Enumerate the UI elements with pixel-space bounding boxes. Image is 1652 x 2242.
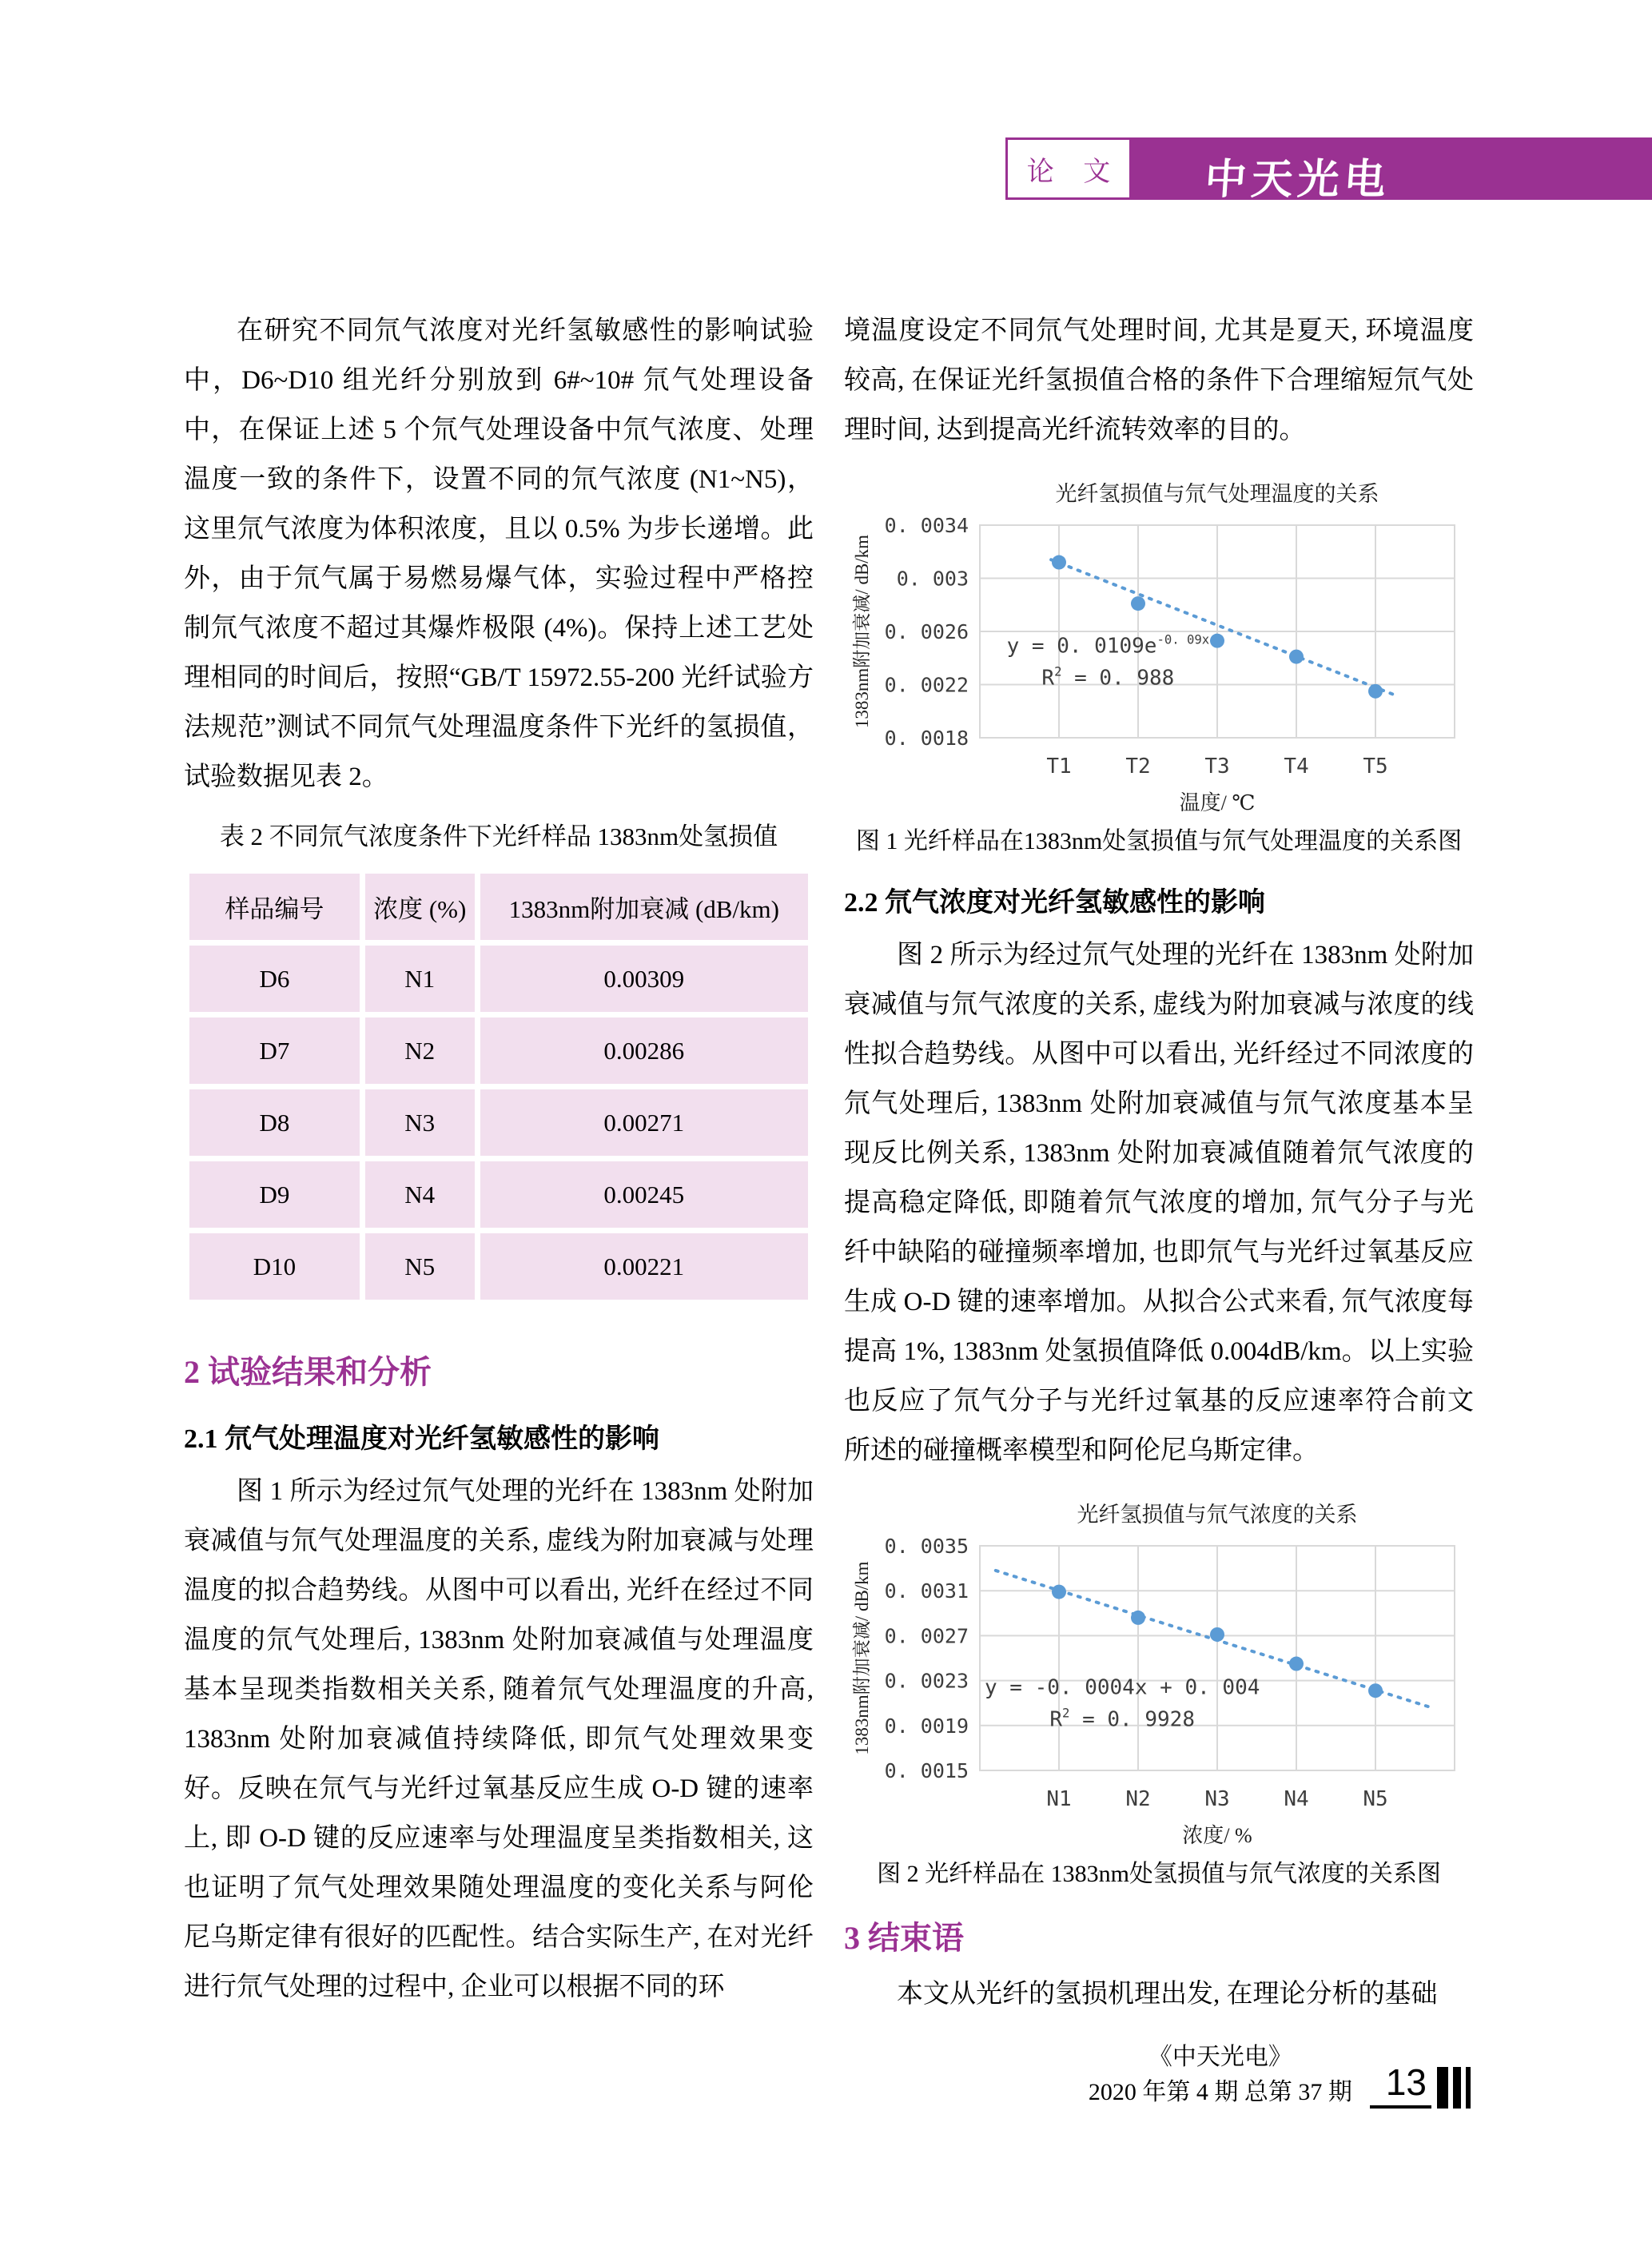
right-column (844, 306, 1474, 2019)
left-column (184, 306, 814, 2012)
svg-text:0. 0019: 0. 0019 (884, 1714, 969, 1738)
svg-text:0. 0018: 0. 0018 (884, 727, 969, 750)
section-2-2-heading: 2.2 氘气浓度对光纤氢敏感性的影响 (844, 888, 1265, 918)
footer-issue-info: 2020 年第 4 期 总第 37 期 (1088, 2079, 1352, 2105)
table-cell: D9 (189, 1161, 360, 1228)
svg-text:光纤氢损值与氘气处理温度的关系: 光纤氢损值与氘气处理温度的关系 (1055, 482, 1379, 506)
table-cell: N4 (365, 1161, 475, 1228)
table-row (189, 1233, 808, 1300)
svg-text:N3: N3 (1204, 1787, 1230, 1811)
table-header-cell: 1383nm附加衰减 (dB/km) (480, 874, 808, 940)
header-banner (1005, 137, 1652, 203)
table-cell: 0.00221 (480, 1233, 808, 1300)
svg-text:y = 0. 0109e-0. 09x: y = 0. $0109e^{-0. 09x}$ (1006, 632, 1210, 659)
svg-text:0. 0026: 0. 0026 (884, 620, 969, 643)
svg-text:0. 0022: 0. 0022 (884, 673, 969, 697)
svg-text:R2 = 0. 9928: $R^2 = 0$. 9928 (1049, 1706, 1195, 1732)
paragraph: 图 2 所示为经过氘气处理的光纤在 1383nm 处附加衰减值与氘气浓度的关系, 虚线为附加衰减与浓度的线性拟合趋势线。从图中可以看出, 光纤经过不同浓度的氘气处理后, 1383nm 处附加衰减值与氘气浓度基本呈现反比例关系, 1383nm 处附加衰减值随着氘气浓度的提高稳定降低, 即随着氘气浓度的增加, 氘气分子与光纤中缺陷的碰撞频率增加, 也即氘气与光纤过氧基反应生成 O-D 键的速率增加。从拟合公式来看, 氘气浓度每提高 1%, 1383nm 处氢损值降低 0.004dB/km。以上实验也反应了氘气分子与光纤过氧基的反应速率符合前文所述的碰撞概率模型和阿伦尼乌斯定律。 (844, 941, 1474, 1465)
table-header-cell: 浓度 (%) (365, 874, 475, 940)
section-2-1-heading: 2.1 氘气处理温度对光纤氢敏感性的影响 (184, 1424, 659, 1454)
page-number: 13 (1370, 2064, 1431, 2109)
paragraph: 境温度设定不同氘气处理时间, 尤其是夏天, 环境温度较高, 在保证光纤氢损值合格的条件下合理缩短氘气处理时间, 达到提高光纤流转效率的目的。 (844, 317, 1474, 444)
table-cell: N2 (365, 1017, 475, 1084)
svg-text:0. 0031: 0. 0031 (884, 1579, 969, 1603)
svg-text:浓度/ %: 浓度/ % (1182, 1824, 1252, 1847)
table2-caption: 表 2 不同氘气浓度条件下光纤样品 1383nm处氢损值 (219, 822, 778, 850)
table2 (184, 868, 814, 1305)
svg-text:N1: N1 (1046, 1787, 1072, 1811)
figure2-caption: 图 2 光纤样品在 1383nm处氢损值与氘气浓度的关系图 (877, 1861, 1441, 1887)
table-cell: D6 (189, 946, 360, 1012)
figure1-chart (844, 474, 1474, 818)
svg-text:T2: T2 (1125, 755, 1151, 779)
svg-text:0. 0015: 0. 0015 (884, 1759, 969, 1782)
table-cell: D7 (189, 1017, 360, 1084)
table-row (189, 946, 808, 1012)
paragraph: 本文从光纤的氢损机理出发, 在理论分析的基础 (897, 1980, 1438, 2009)
svg-text:N4: N4 (1284, 1787, 1309, 1811)
table-row (189, 1089, 808, 1156)
page-bars-icon (1437, 2067, 1471, 2109)
figure2-chart (844, 1495, 1474, 1850)
svg-text:0. 0027: 0. 0027 (884, 1624, 969, 1648)
table-row (189, 1017, 808, 1084)
svg-text:0. 0034: 0. 0034 (884, 514, 969, 537)
svg-text:N5: N5 (1363, 1787, 1388, 1811)
table-cell: D10 (189, 1233, 360, 1300)
bar-icon (1437, 2067, 1448, 2109)
svg-text:N2: N2 (1125, 1787, 1151, 1811)
table-cell: 0.00271 (480, 1089, 808, 1156)
table-cell: 0.00245 (480, 1161, 808, 1228)
table-cell: N5 (365, 1233, 475, 1300)
svg-text:0. 0023: 0. 0023 (884, 1669, 969, 1693)
footer-journal-name: 《中天光电》 (1148, 2044, 1292, 2070)
bar-icon (1466, 2067, 1471, 2109)
svg-text:光纤氢损值与氘气浓度的关系: 光纤氢损值与氘气浓度的关系 (1077, 1503, 1358, 1527)
table2-body (189, 946, 808, 1300)
table-cell: 0.00309 (480, 946, 808, 1012)
svg-text:温度/ ℃: 温度/ ℃ (1179, 791, 1256, 814)
svg-text:T1: T1 (1046, 755, 1072, 779)
footer-journal-block (1089, 2040, 1352, 2110)
svg-text:1383nm附加衰减/ dB/km: 1383nm附加衰减/ dB/km (852, 1561, 872, 1755)
table-cell: N3 (365, 1089, 475, 1156)
table-cell: N1 (365, 946, 475, 1012)
svg-text:T3: T3 (1204, 755, 1230, 779)
svg-text:0. 003: 0. 003 (896, 567, 969, 591)
journal-brand-logo: 中天光电 (1203, 157, 1392, 203)
svg-text:y = -0. 0004x + 0. 004: y = -0. 0004x + 0. 004 (985, 1675, 1260, 1700)
article-type-box (1005, 137, 1132, 200)
paragraph: 图 1 所示为经过氘气处理的光纤在 1383nm 处附加衰减值与氘气处理温度的关系, 虚线为附加衰减与处理温度的拟合趋势线。从图中可以看出, 光纤在经过不同温度的氘气处理后, 1383nm 处附加衰减值与处理温度基本呈现类指数相关关系, 随着氘气处理温度的升高, 1383nm 处附加衰减值持续降低, 即氘气处理效果变好。反映在氘气与光纤过氧基反应生成 O-D 键的速率上, 即 O-D 键的反应速率与处理温度呈类指数相关, 这也证明了氘气处理效果随处理温度的变化关系与阿伦尼乌斯定律有很好的匹配性。结合实际生产, 在对光纤进行氘气处理的过程中, 企业可以根据不同的环 (184, 1477, 814, 2001)
table-header-row (189, 874, 808, 940)
table-row (189, 1161, 808, 1228)
table-header-cell: 样品编号 (189, 874, 360, 940)
article-type-label: 论 文 (1026, 157, 1122, 187)
svg-text:0. 0035: 0. 0035 (884, 1535, 969, 1558)
figure1-caption: 图 1 光纤样品在1383nm处氢损值与氘气处理温度的关系图 (855, 828, 1463, 854)
table-cell: D8 (189, 1089, 360, 1156)
svg-text:T5: T5 (1363, 755, 1388, 779)
section-2-heading: 2 试验结果和分析 (184, 1354, 432, 1390)
svg-text:1383nm附加衰减/ dB/km: 1383nm附加衰减/ dB/km (852, 534, 872, 729)
svg-text:R2 = 0. 988: $R^2 = 0$. 988 (1041, 664, 1175, 691)
page-footer (879, 2040, 1471, 2110)
bar-icon (1453, 2067, 1461, 2109)
table-cell: 0.00286 (480, 1017, 808, 1084)
svg-text:T4: T4 (1284, 755, 1309, 779)
section-3-heading: 3 结束语 (844, 1920, 964, 1956)
page-number-block (1370, 2061, 1471, 2110)
paragraph: 在研究不同氘气浓度对光纤氢敏感性的影响试验中，D6~D10 组光纤分别放到 6#~10# 氘气处理设备中，在保证上述 5 个氘气处理设备中氘气浓度、处理温度一致的条件下，设置不同的氘气浓度 (N1~N5)，这里氘气浓度为体积浓度，且以 0.5% 为步长递增。此外，由于氘气属于易燃易爆气体，实验过程中严格控制氘气浓度不超过其爆炸极限 (4%)。保持上述工艺处理相同的时间后，按照“GB/T 15972.55-200 光纤试验方法规范”测试不同氘气处理温度条件下光纤的氢损值，试验数据见表 2。 (184, 317, 814, 791)
